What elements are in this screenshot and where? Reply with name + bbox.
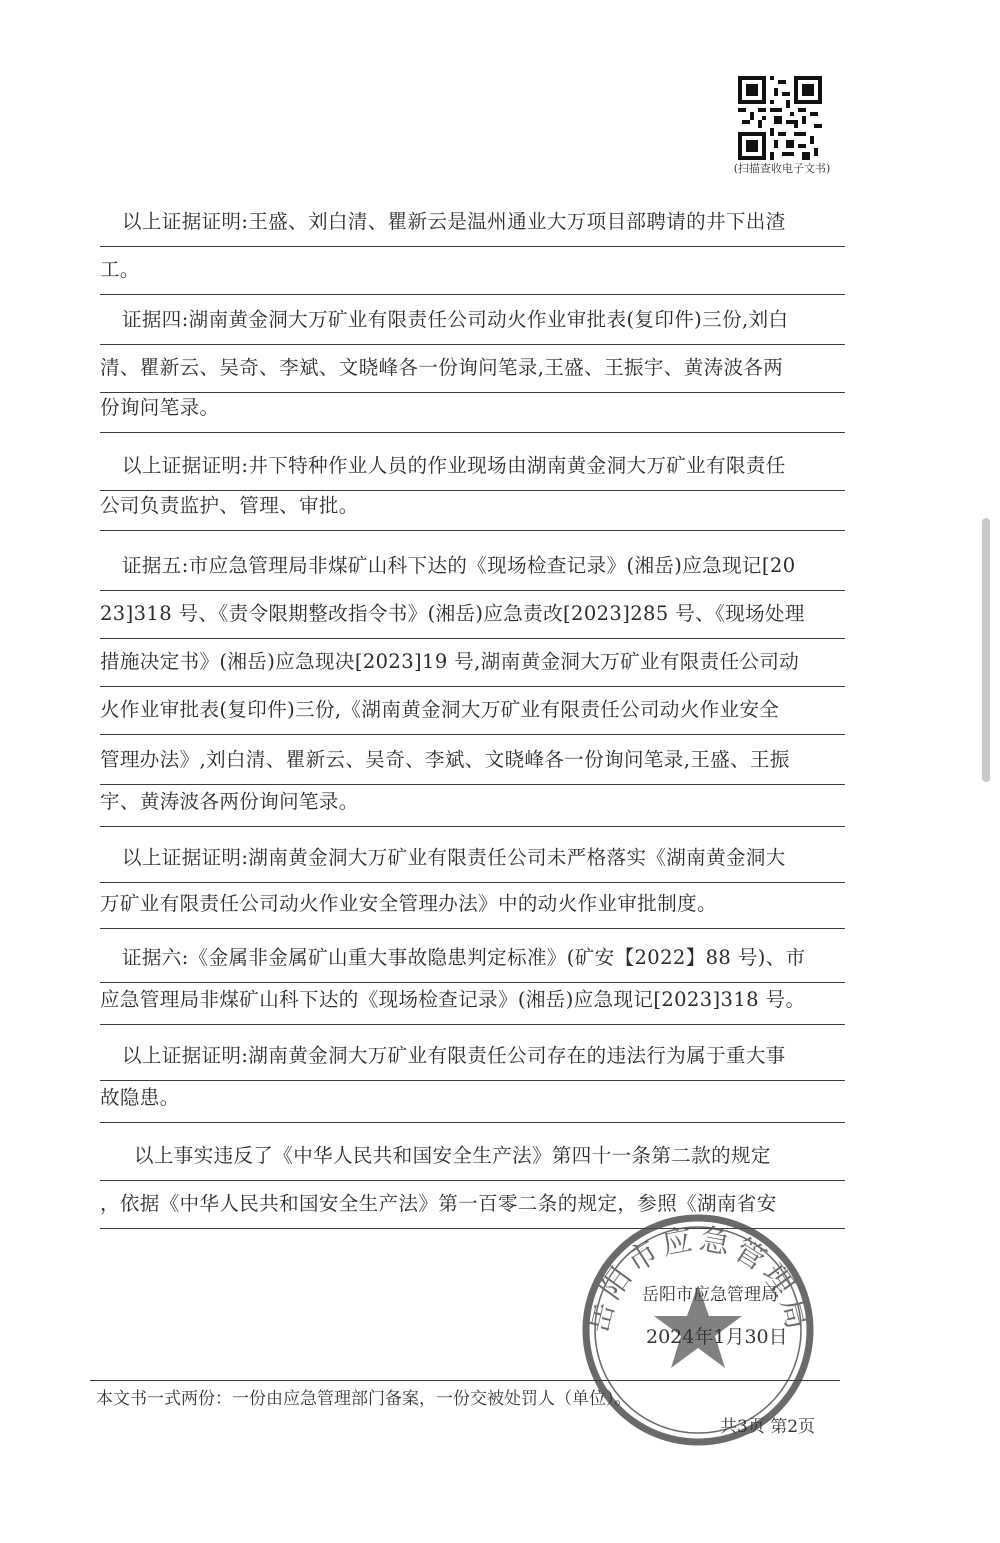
footer-divider bbox=[90, 1380, 840, 1381]
body-line: 公司负责监护、管理、审批。 bbox=[100, 482, 845, 531]
body-line: 宇、黄涛波各两份询问笔录。 bbox=[100, 778, 845, 827]
footer-note: 本文书一式两份：一份由应急管理部门备案，一份交被处罚人（单位）。 bbox=[96, 1389, 632, 1409]
body-line: 份询问笔录。 bbox=[100, 384, 845, 433]
body-line: 应急管理局非煤矿山科下达的《现场检查记录》(湘岳)应急现记[2023]318 号。 bbox=[100, 976, 845, 1025]
body-line: 以上证据证明:井下特种作业人员的作业现场由湖南黄金洞大万矿业有限责任 bbox=[100, 442, 845, 491]
page-count: 共3页 第2页 bbox=[720, 1417, 816, 1437]
body-line: 23]318 号、《责令限期整改指令书》(湘岳)应急责改[2023]285 号、《现场处理 bbox=[100, 590, 845, 639]
body-line: 火作业审批表(复印件)三份,《湖南黄金洞大万矿业有限责任公司动火作业安全 bbox=[100, 686, 845, 735]
seal-ring-text: 岳阳市应急管理局 bbox=[580, 1221, 816, 1337]
qr-caption: (扫描查收电子文书) bbox=[733, 162, 831, 175]
body-line: 以上证据证明:湖南黄金洞大万矿业有限责任公司未严格落实《湖南黄金洞大 bbox=[100, 834, 845, 883]
body-line: 以上证据证明:王盛、刘白清、瞿新云是温州通业大万项目部聘请的井下出渣 bbox=[100, 198, 845, 247]
issuing-authority: 岳阳市应急管理局 bbox=[642, 1285, 778, 1305]
body-line: 措施决定书》(湘岳)应急现决[2023]19 号,湖南黄金洞大万矿业有限责任公司动 bbox=[100, 638, 845, 687]
body-line: 证据四:湖南黄金洞大万矿业有限责任公司动火作业审批表(复印件)三份,刘白 bbox=[100, 296, 845, 345]
body-line: ，依据《中华人民共和国安全生产法》第一百零二条的规定，参照《湖南省安 bbox=[100, 1180, 845, 1229]
body-line: 以上事实违反了《中华人民共和国安全生产法》第四十一条第二款的规定 bbox=[100, 1132, 845, 1181]
seal-inner-text: 岳阳市应急管理局 bbox=[694, 1400, 702, 1401]
body-line: 证据五:市应急管理局非煤矿山科下达的《现场检查记录》(湘岳)应急现记[20 bbox=[100, 542, 845, 591]
body-line: 管理办法》,刘白清、瞿新云、吴奇、李斌、文晓峰各一份询问笔录,王盛、王振 bbox=[100, 736, 845, 785]
body-line: 证据六:《金属非金属矿山重大事故隐患判定标准》(矿安【2022】88 号)、市 bbox=[100, 934, 845, 983]
body-line: 万矿业有限责任公司动火作业安全管理办法》中的动火作业审批制度。 bbox=[100, 880, 845, 929]
issue-date: 2024年1月30日 bbox=[646, 1326, 788, 1348]
body-line: 故隐患。 bbox=[100, 1074, 845, 1123]
qr-code[interactable] bbox=[738, 76, 822, 160]
scrollbar-thumb[interactable] bbox=[982, 518, 990, 782]
body-line: 清、瞿新云、吴奇、李斌、文晓峰各一份询问笔录,王盛、王振宇、黄涛波各两 bbox=[100, 344, 845, 393]
body-line: 工。 bbox=[100, 246, 845, 295]
body-line: 以上证据证明:湖南黄金洞大万矿业有限责任公司存在的违法行为属于重大事 bbox=[100, 1032, 845, 1081]
